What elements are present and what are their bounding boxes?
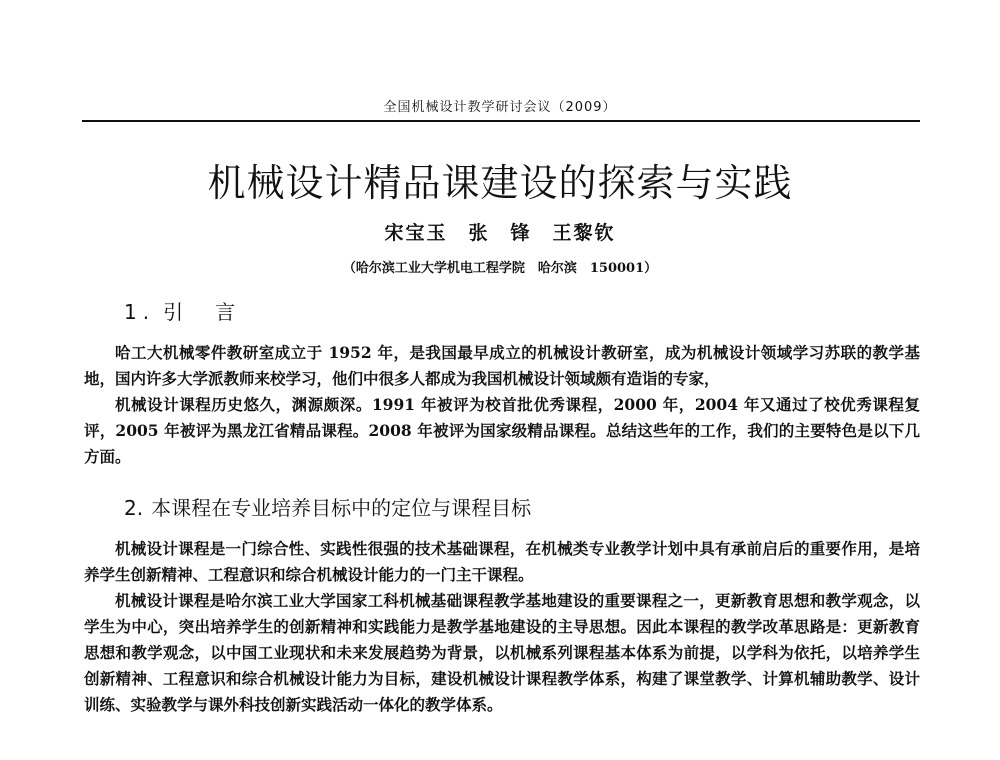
section-heading-introduction xyxy=(124,296,241,325)
paragraph: 机械设计课程是一门综合性、实践性很强的技术基础课程，在机械类专业教学计划中具有承前启后的重要作用，是培养学生创新精神、工程意识和综合机械设计能力的一门主干课程。 xyxy=(84,539,920,584)
header-rule xyxy=(82,120,920,122)
affiliation: （哈尔滨工业大学机电工程学院 哈尔滨 150001） xyxy=(342,261,658,276)
paragraph: 机械设计课程历史悠久，渊源颇深。1991 年被评为校首批优秀课程，2000 年，2004 年又通过了校优秀课程复评，2005 年被评为黑龙江省精品课程。2008 年被评为国家级精品课程。总结这些年的工作，我们的主要特色是以下几方面。 xyxy=(84,395,920,466)
section-number: 2. xyxy=(124,496,144,520)
paragraph: 机械设计课程是哈尔滨工业大学国家工科机械基础课程教学基地建设的重要课程之一，更新教育思想和教学观念，以学生为中心，突出培养学生的创新精神和实践能力是教学基地建设的主导思想。因此本课程的教学改革思路是：更新教育思想和教学观念，以中国工业现状和未来发展趋势为背景，以机械系列课程基本体系为前提，以学科为依托，以培养学生创新精神、工程意识和综合机械设计能力为目标，建设机械设计课程教学体系，构建了课堂教学、计算机辅助教学、设计训练、实验教学与课外科技创新实践活动一体化的教学体系。 xyxy=(84,591,920,714)
section-title: 引 言 xyxy=(163,300,242,324)
paragraph: 哈工大机械零件教研室成立于 1952 年，是我国最早成立的机械设计教研室，成为机械设计领域学习苏联的教学基地，国内许多大学派教师来校学习，他们中很多人都成为我国机械设计领域颇有造诣的专家， xyxy=(84,343,920,388)
running-header: 全国机械设计教学研讨会议（2009） xyxy=(383,100,617,115)
section-number: 1. xyxy=(124,300,156,324)
section-title: 本课程在专业培养目标中的定位与课程目标 xyxy=(151,496,532,520)
authors: 宋宝玉 张 锋 王黎钦 xyxy=(384,222,616,244)
paper-title: 机械设计精品课建设的探索与实践 xyxy=(207,161,793,205)
section-heading-course-positioning xyxy=(124,492,531,521)
